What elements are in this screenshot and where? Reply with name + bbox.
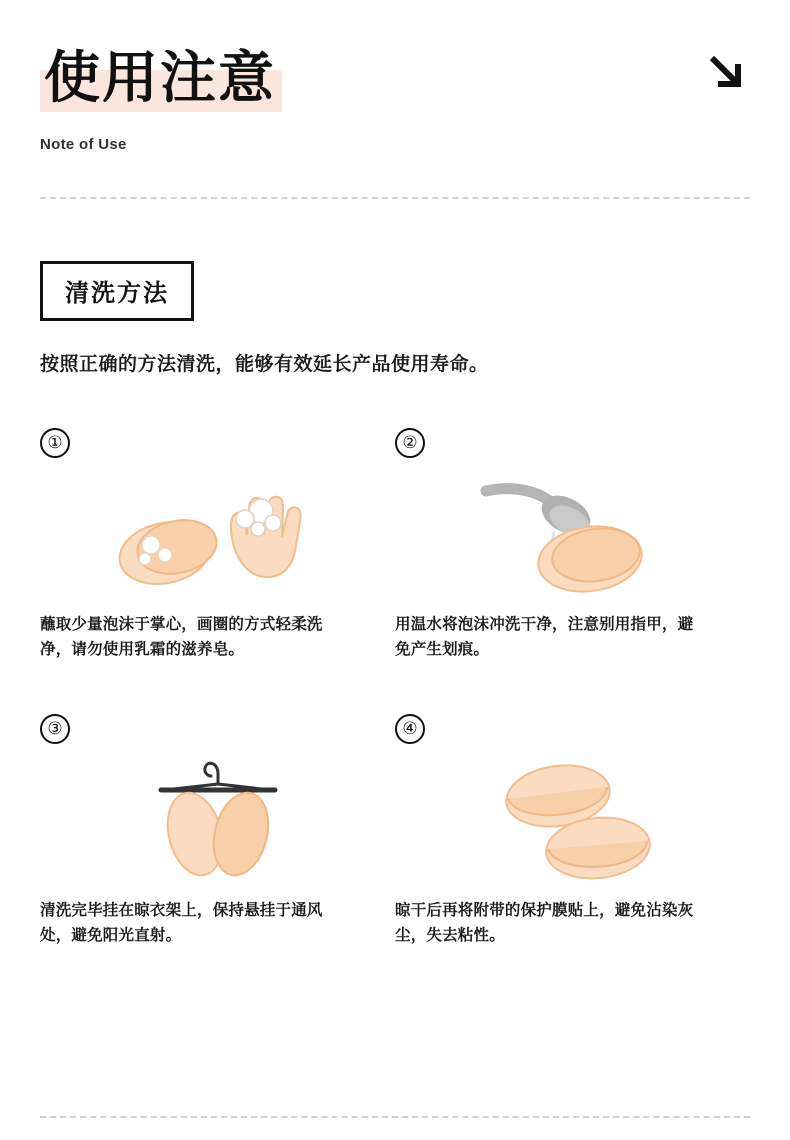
step-text: 晾干后再将附带的保护膜贴上，避免沾染灰尘，失去粘性。 [395,900,694,944]
arrow-down-right-icon [706,52,746,96]
cleaning-section [40,261,750,948]
page-subtitle: Note of Use [40,135,127,153]
steps-grid [40,428,750,948]
footer-divider [40,1116,750,1118]
section-badge: 清洗方法 [40,261,194,321]
hanger-drying-icon [103,748,333,898]
page-title-wrap [40,48,282,114]
step-illustration [395,462,750,612]
step-number: ③ [40,714,70,744]
showerhead-rinse-icon [458,467,688,607]
step-illustration [40,748,395,898]
step-item [40,714,395,948]
page-header [40,0,750,153]
step-illustration [40,462,395,612]
hands-foam-washing-icon [103,467,333,607]
step-item [40,428,395,662]
header-divider [40,197,750,199]
page-title: 使用注意 [44,46,276,111]
protective-film-icon [458,748,688,898]
step-number: ① [40,428,70,458]
step-item [395,714,750,948]
step-number: ② [395,428,425,458]
step-text: 用温水将泡沫冲洗干净，注意别用指甲，避免产生划痕。 [395,614,694,658]
step-item [395,428,750,662]
section-lead: 按照正确的方法清洗，能够有效延长产品使用寿命。 [40,352,489,375]
step-illustration [395,748,750,898]
step-text: 蘸取少量泡沫于掌心，画圈的方式轻柔洗净，请勿使用乳霜的滋养皂。 [40,614,323,658]
step-number: ④ [395,714,425,744]
step-text: 清洗完毕挂在晾衣架上，保持悬挂于通风处，避免阳光直射。 [40,900,323,944]
